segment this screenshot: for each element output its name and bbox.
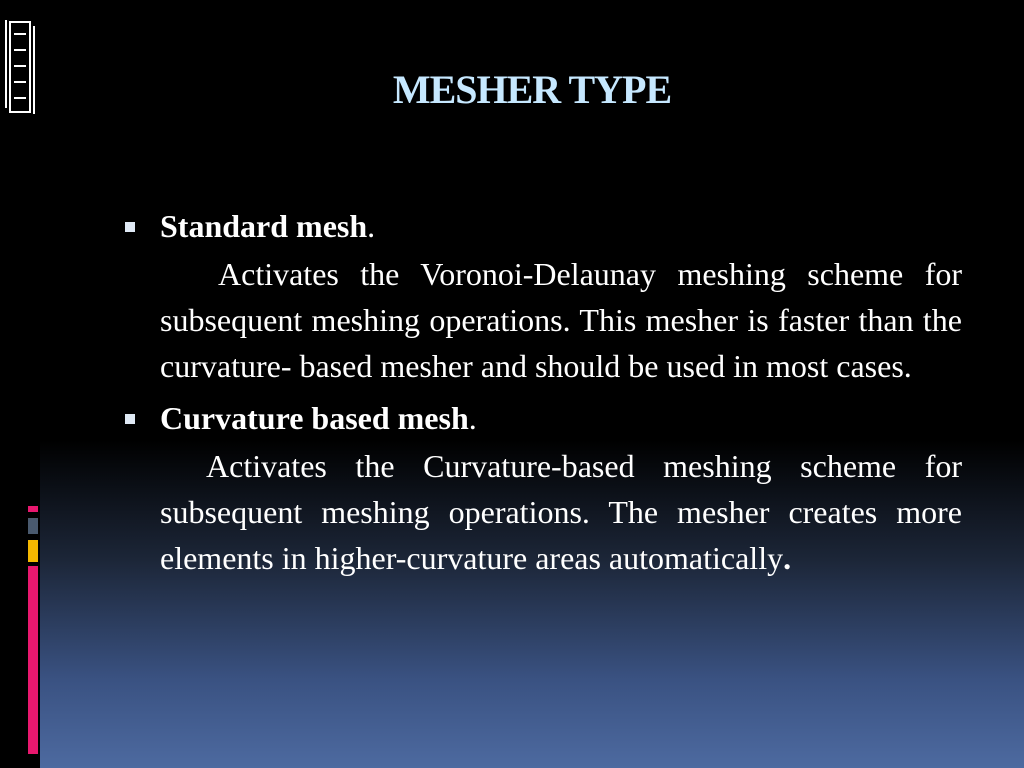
bullet-heading-text: Curvature based mesh: [160, 400, 469, 436]
document-stack-icon: [0, 0, 40, 120]
slide-title: MESHER TYPE: [392, 67, 672, 112]
bullet-item-curvature-mesh: [160, 395, 962, 581]
bullet-body-text: Activates the Voronoi-Delaunay meshing scheme for subsequent meshing operations. This mesher is faster than the curvature- based mesher and should be used in most cases.: [160, 256, 962, 384]
slide-content: [160, 203, 962, 587]
bullet-body-period: .: [783, 540, 792, 576]
bullet-heading-period: .: [367, 208, 376, 244]
accent-bar-yellow: [28, 540, 38, 562]
accent-bar-gray: [28, 518, 38, 534]
bullet-body: [160, 251, 962, 389]
accent-bar-pink: [28, 566, 38, 754]
bullet-body: [160, 443, 962, 581]
bullet-item-standard-mesh: [160, 203, 962, 389]
bullet-heading-period: .: [468, 400, 477, 436]
square-bullet-icon: [125, 222, 135, 232]
bullet-heading: [160, 395, 962, 441]
bullet-body-text: Activates the Curvature-based meshing scheme for subsequent meshing operations. The mesher creates more elements in higher-curvature areas automatically: [160, 448, 962, 576]
accent-bar-pink-top: [28, 506, 38, 512]
bullet-heading-text: Standard mesh: [160, 208, 368, 244]
square-bullet-icon: [125, 414, 135, 424]
bullet-heading: [160, 203, 962, 249]
